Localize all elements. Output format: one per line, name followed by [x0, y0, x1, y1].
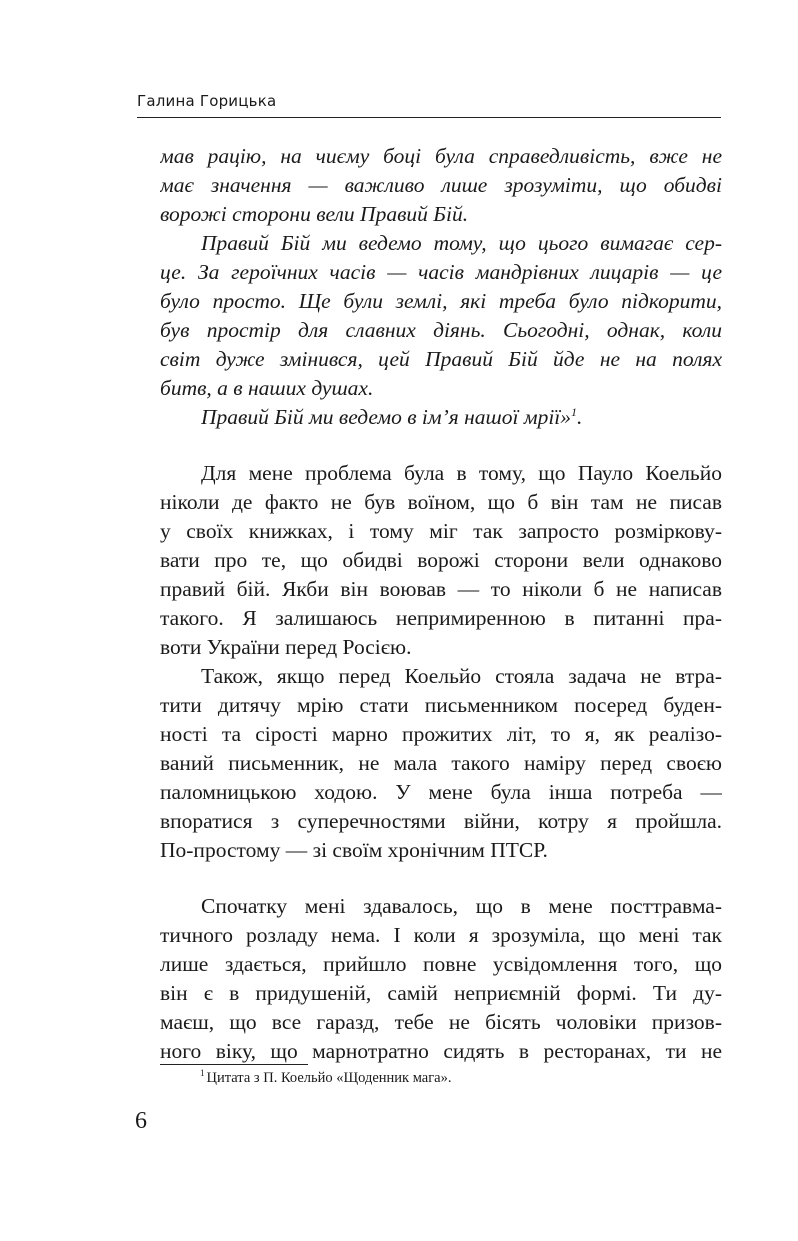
text-line: був простір для славних діянь. Сьогодні, однак, коли	[160, 318, 722, 342]
text-line: світ дуже змінився, цей Правий Бій йде не на полях	[160, 347, 722, 371]
text-line: воти України перед Росією.	[160, 635, 412, 659]
footnote-rule	[160, 1064, 308, 1065]
text-line: було просто. Ще були землі, які треба було підкорити,	[160, 289, 722, 313]
footnote	[200, 1070, 452, 1087]
footnote-ref: 1	[571, 404, 578, 419]
text-line: ного віку, що марнотратно сидять в ресторанах, ти не	[160, 1039, 722, 1063]
running-head-author: Галина Горицька	[137, 92, 277, 110]
text-line: паломницькою ходою. У мене була інша потреба —	[160, 780, 722, 804]
text-line: у своїх книжках, і тому міг так запросто розміркову-	[160, 519, 722, 543]
text-line: тичного розладу нема. І коли я зрозуміла, що мені так	[160, 923, 722, 947]
footnote-text: Цитата з П. Коельйо «Щоденник мага».	[206, 1070, 452, 1086]
text-line: тити дитячу мрію стати письменником посеред буден-	[160, 693, 722, 717]
text-line: такого. Я залишаюсь непримиренною в питанні пра-	[160, 606, 722, 630]
text-line: битв, а в наших душах.	[160, 376, 374, 400]
text-line: це. За героїчних часів — часів мандрівних лицарів — це	[160, 260, 722, 284]
text-line: ніколи де факто не був воїном, що б він там не писав	[160, 490, 722, 514]
text-line: Спочатку мені здавалось, що в мене посттравма-	[201, 894, 722, 918]
text-line: мав рацію, на чиєму боці була справедливість, вже не	[160, 144, 722, 168]
text-line: Для мене проблема була в тому, що Пауло Коельйо	[201, 461, 722, 485]
text-line: впоратися з суперечностями війни, котру я пройшла.	[160, 809, 722, 833]
text-line: маєш, що все гаразд, тебе не бісять чоловіки призов-	[160, 1010, 722, 1034]
text-line: Також, якщо перед Коельйо стояла задача не втра-	[201, 664, 722, 688]
quote-last-line	[201, 403, 722, 432]
text-line: правий бій. Якби він воював — то ніколи б не написав	[160, 577, 722, 601]
text-line: вати про те, що обидві ворожі сторони вели однаково	[160, 548, 722, 572]
footnote-number: 1	[200, 1068, 205, 1079]
text-line: ності та сірості марно прожитих літ, то я, як реалізо-	[160, 722, 722, 746]
header-rule	[137, 117, 721, 118]
text-line: має значення — важливо лише зрозуміти, що обидві	[160, 173, 722, 197]
text-line: він є в придушеній, самій неприємній формі. Ти ду-	[160, 981, 722, 1005]
text-line: лише здається, прийшло повне усвідомлення того, що	[160, 952, 722, 976]
page-number: 6	[135, 1108, 147, 1134]
quote-period: .	[577, 405, 583, 429]
text-line: ваний письменник, не мала такого наміру перед своєю	[160, 751, 722, 775]
text-line: ворожі сторони вели Правий Бій.	[160, 202, 469, 226]
text-line: По-простому — зі своїм хронічним ПТСР.	[160, 838, 548, 862]
quote-last-line-text: Правий Бій ми ведемо в ім’я нашої мрії»	[201, 405, 572, 429]
text-line: Правий Бій ми ведемо тому, що цього вимагає сер-	[201, 231, 722, 255]
